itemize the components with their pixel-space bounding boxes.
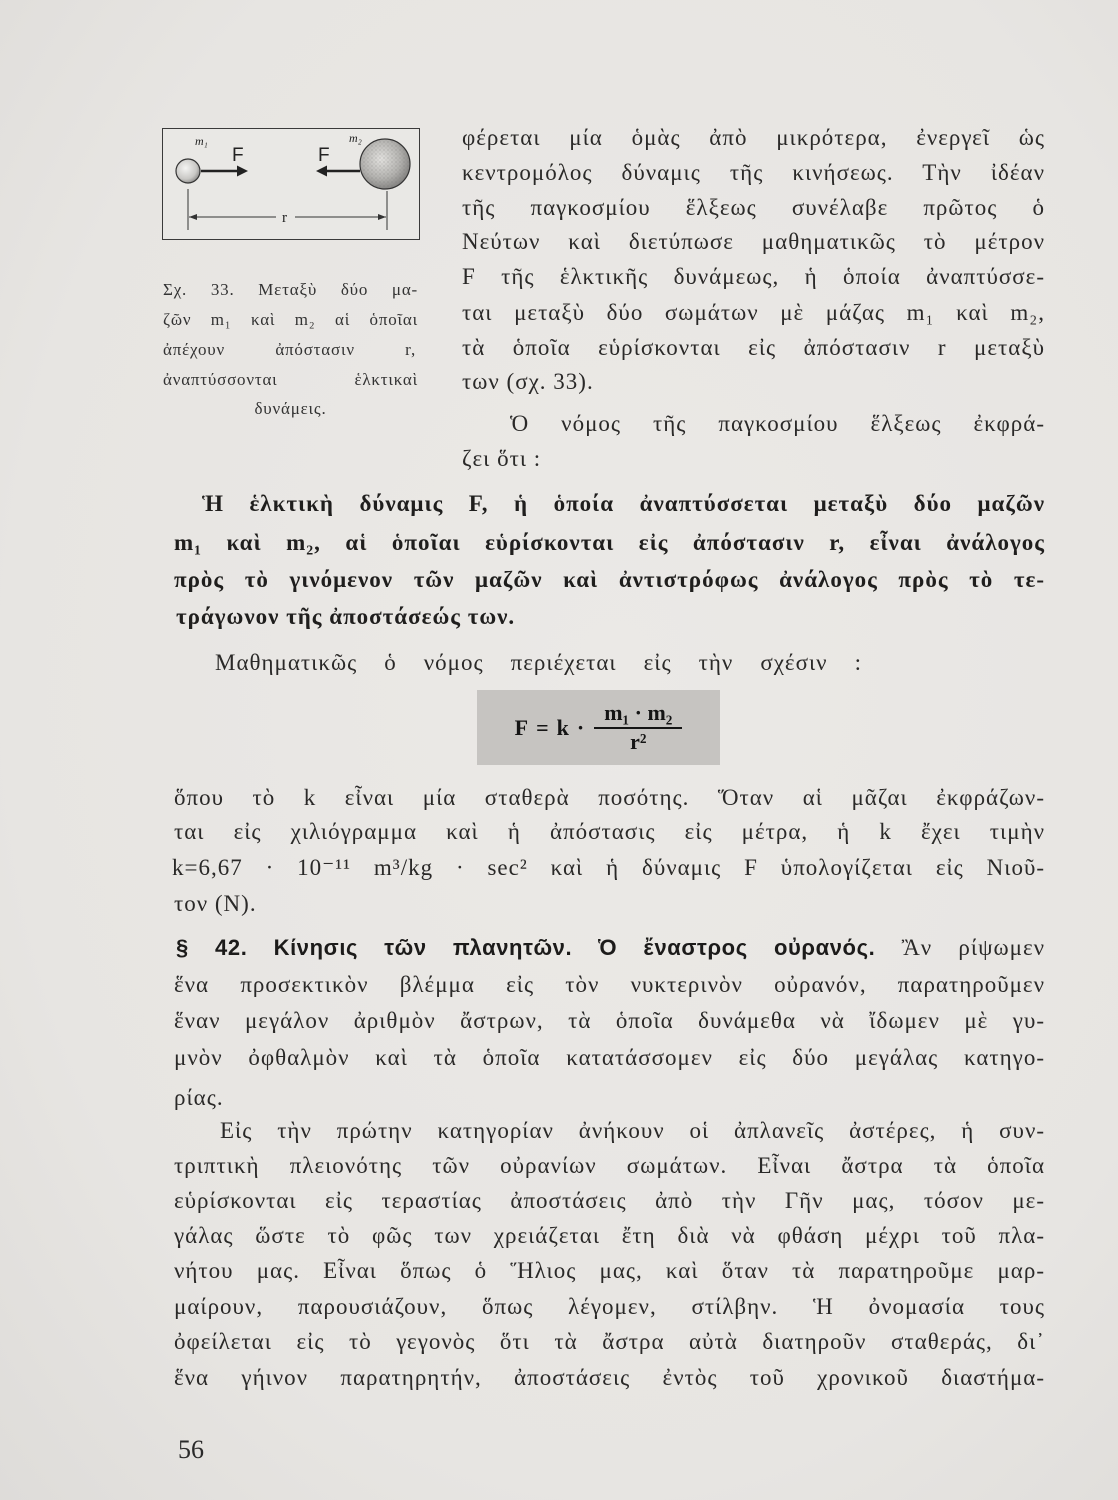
right-column-line: τὰ ὁποῖα εὑρίσκονται εἰς ἀπόστασιν r μεταξὺ — [462, 335, 1045, 360]
force-left-label: F — [232, 145, 244, 166]
body-line: ἕνα γήινον παρατηρητήν, ἀποστάσεις ἐντὸς τοῦ χρονικοῦ διαστήμα- — [174, 1365, 1045, 1390]
force-arrow-right-head — [316, 166, 327, 177]
body-line: νήτου μας. Εἶναι ὅπως ὁ Ἥλιος μας, καὶ ὅταν τὰ παρατηροῦμε μαρ- — [174, 1258, 1045, 1283]
right-column-line: κεντρομόλος δύναμις τῆς κινήσεως. Τὴν ἰδέαν — [462, 160, 1045, 185]
distance-arrowhead-right — [378, 214, 386, 220]
right-column-line: φέρεται μία ὁμὰς ἀπὸ μικρότερα, ἐνεργεῖ ὡς — [462, 125, 1045, 150]
body-line: ται εἰς χιλιόγραμμα καὶ ἡ ἀπόστασις εἰς μέτρα, ἡ k ἔχει τιμὴν — [174, 819, 1045, 844]
formula-dot: · — [576, 714, 585, 740]
formula-intro: Μαθηματικῶς ὁ νόμος περιέχεται εἰς τὴν σχέσιν : — [215, 650, 862, 675]
body-line: εὑρίσκονται εἰς τεραστίας ἀποστάσεις ἀπὸ τὴν Γῆν μας, τόσον με- — [174, 1188, 1045, 1213]
body-line: ρίας. — [174, 1085, 224, 1110]
body-line: μνὸν ὀφθαλμὸν καὶ τὰ ὁποῖα κατατάσσομεν εἰς δύο μεγάλας κατηγο- — [174, 1045, 1045, 1070]
mass-m2-texture — [361, 140, 409, 188]
m2-label: m₂ — [349, 131, 362, 145]
section-heading-line — [176, 931, 1045, 965]
formula-constant: k — [556, 714, 569, 740]
body-line: k=6,67 · 10⁻¹¹ m³/kg · sec² καὶ ἡ δύναμις F ὑπολογίζεται εἰς Νιοῦ- — [172, 855, 1045, 880]
right-column-line: τῆς παγκοσμίου ἕλξεως συνέλαβε πρῶτος ὁ — [462, 195, 1045, 220]
page-number: 56 — [178, 1435, 204, 1464]
body-line: ὅπου τὸ k εἶναι μία σταθερὰ ποσότης. Ὅταν αἱ μᾶζαι ἐκφράζων- — [174, 785, 1045, 810]
caption-line: δυνάμεις. — [254, 399, 327, 418]
formula-box — [477, 690, 720, 765]
right-column-line: Ὁ νόμος τῆς παγκοσμίου ἕλξεως ἐκφρά- — [510, 411, 1045, 436]
law-statement-line: πρὸς τὸ γινόμενον τῶν μαζῶν καὶ ἀντιστρόφως ἀνάλογος πρὸς τὸ τε- — [174, 567, 1045, 592]
section-heading-tail: Ἂν ρίψωμεν — [901, 935, 1046, 960]
distance-arrowhead-left — [189, 214, 197, 220]
formula-denominator: r² — [630, 729, 647, 754]
right-column-line: ται μεταξὺ δύο σωμάτων μὲ μάζας m₁ καὶ m₂, — [462, 300, 1045, 325]
body-line: τον (N). — [174, 891, 257, 916]
body-line: ὀφείλεται εἰς τὸ γεγονὸς ὅτι τὰ ἄστρα αὐτὰ διατηροῦν σταθεράς, δι᾽ — [174, 1329, 1045, 1354]
body-line: ἕναν μεγάλον ἀριθμὸν ἄστρων, τὰ ὁποῖα δυνάμεθα νὰ ἴδωμεν μὲ γυ- — [174, 1008, 1045, 1033]
body-line: Εἰς τὴν πρώτην κατηγορίαν ἀνήκουν οἱ ἀπλανεῖς ἀστέρες, ἡ συν- — [220, 1118, 1045, 1143]
law-statement-line: Ἡ ἑλκτικὴ δύναμις F, ἡ ὁποία ἀναπτύσσεται μεταξὺ δύο μαζῶν — [202, 491, 1045, 516]
body-line: ἕνα προσεκτικὸν βλέμμα εἰς τὸν νυκτερινὸν οὐρανόν, παρατηροῦμεν — [174, 972, 1045, 997]
section-heading: § 42. Κίνησις τῶν πλανητῶν. Ὁ ἔναστρος οὐρανός. — [176, 935, 876, 960]
right-column-line: ζει ὅτι : — [462, 446, 542, 471]
body-line: τριπτικὴ πλειονότης τῶν οὐρανίων σωμάτων. Εἶναι ἄστρα τὰ ὁποῖα — [174, 1153, 1045, 1178]
force-right-label: F — [318, 145, 330, 166]
force-arrow-left-head — [237, 166, 248, 177]
formula-lhs: F — [514, 714, 529, 740]
formula-numerator: m₁ · m₂ — [594, 700, 682, 729]
law-statement-line: m₁ καὶ m₂, αἱ ὁποῖαι εὑρίσκονται εἰς ἀπόστασιν r, εἶναι ἀνάλογος — [174, 530, 1045, 555]
mass-m1-sphere — [176, 159, 200, 183]
right-column-line: των (σχ. 33). — [462, 369, 594, 394]
body-line: γάλας ὥστε τὸ φῶς των χρειάζεται ἔτη διὰ νὰ φθάση μέχρι τοῦ πλα- — [174, 1223, 1045, 1248]
body-line: μαίρουν, παρουσιάζουν, ὅπως λέγομεν, στίλβην. Ἡ ὀνομασία τους — [174, 1294, 1045, 1319]
m1-label: m₁ — [195, 134, 208, 148]
figure-svg — [163, 129, 419, 239]
right-column-line: Νεύτων καὶ διετύπωσε μαθηματικῶς τὸ μέτρον — [462, 229, 1045, 254]
caption-line: ἀναπτύσσονται ἑλκτικαὶ — [163, 370, 418, 389]
caption-line: ἀπέχουν ἀπόστασιν r, — [163, 340, 416, 359]
formula-equals: = — [536, 714, 549, 740]
caption-line: Σχ. 33. Μεταξὺ δύο μα- — [163, 280, 418, 299]
law-statement-line: τράγωνον τῆς ἀποστάσεώς των. — [176, 604, 516, 629]
caption-line: ζῶν m₁ καὶ m₂ αἱ ὁποῖαι — [163, 310, 418, 329]
figure-gravitation-diagram — [162, 128, 420, 240]
distance-label: r — [282, 210, 287, 226]
formula-fraction — [594, 700, 682, 755]
right-column-line: F τῆς ἑλκτικῆς δυνάμεως, ἡ ὁποία ἀναπτύσσε- — [462, 264, 1045, 289]
